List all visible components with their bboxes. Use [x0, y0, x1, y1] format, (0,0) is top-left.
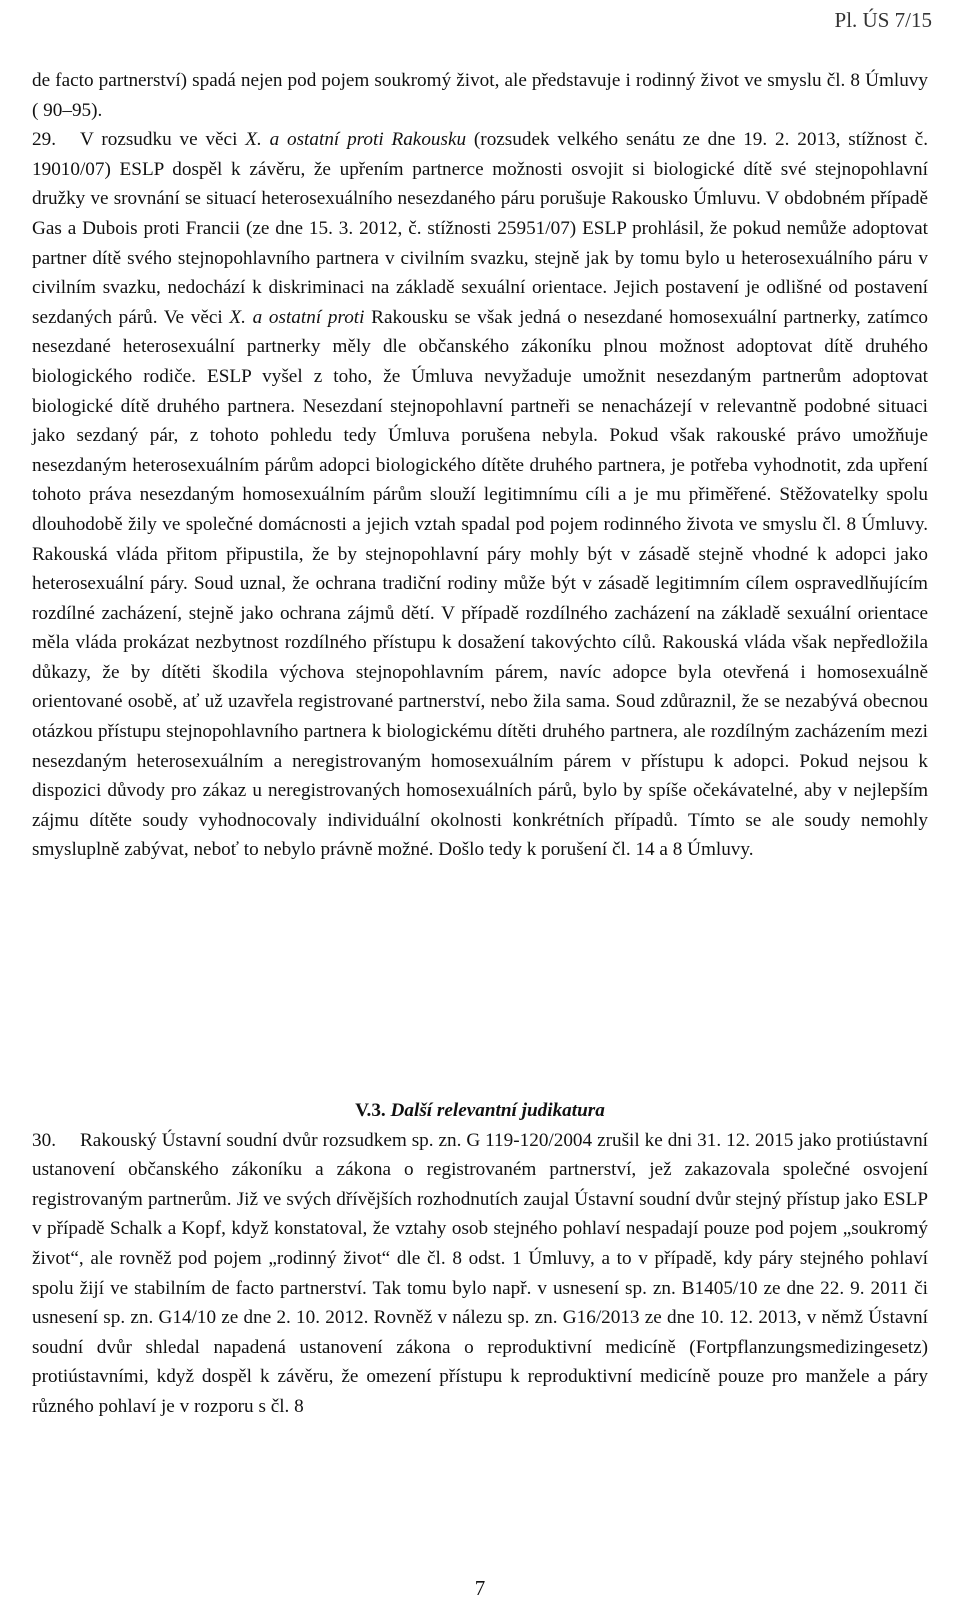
paragraph-29: [32, 125, 928, 865]
case-name: X. a ostatní proti Rakousku: [245, 129, 467, 151]
page-number: 7: [474, 1576, 486, 1600]
paragraph-continuation: de facto partnerství) spadá nejen pod pojem soukromý život, ale představuje i rodinný život ve smyslu čl. 8 Úmluvy ( 90–95).: [32, 70, 928, 121]
paragraph-text: V rozsudku ve věci: [80, 129, 246, 151]
document-reference: Pl. ÚS 7/15: [834, 8, 932, 32]
section-heading: [32, 1096, 928, 1126]
paragraph-number: 30.: [32, 1129, 56, 1151]
paragraph-number: 29.: [32, 129, 56, 151]
document-body: [32, 66, 928, 865]
section-block: [32, 1096, 928, 1422]
section-title: Další relevantní judikatura: [390, 1100, 605, 1121]
paragraph-text: (rozsudek velkého senátu ze dne 19. 2. 2013, stížnost č. 19010/07) ESLP dospěl k závěru, že upřením partnerce možnosti osvojit si biologické dítě své stejnopohlavní družky ve srovnání se situací heterosexuálního nesezdaného páru porušuje Rakousko Úmluvu. V obdobném případě Gas a Dubois proti Francii (ze dne 15. 3. 2012, č. stížnosti 25951/07) ESLP prohlásil, že pokud nemůže adoptovat partner dítě svého stejnopohlavního partnera v civilním svazku, stejně jak by tomu bylo u heterosexuálního páru v civilním svazku, nedochází k diskriminaci na základě sexuální orientace. Jejich postavení je odlišné od postavení sezdaných párů. Ve věci: [32, 129, 928, 328]
paragraph-text: Rakouský Ústavní soudní dvůr rozsudkem sp. zn. G 119-120/2004 zrušil ke dni 31. 12. 2015 jako protiústavní ustanovení občanského zákoníku a zákona o registrovaném partnerství, jež zakazovala společné osvojení registrovaným partnerům. Již ve svých dřívějších rozhodnutích zaujal Ústavní soudní dvůr stejný přístup jako ESLP v případě Schalk a Kopf, když konstatoval, že vztahy osob stejného pohlaví nespadají pouze pod pojem „soukromý život“, ale rovněž pod pojem „rodinný život“ dle čl. 8 odst. 1 Úmluvy, a to v případě, kdy páry stejného pohlaví spolu žijí ve stabilním de facto partnerství. Tak tomu bylo např. v usnesení sp. zn. B1405/10 ze dne 22. 9. 2011 či usnesení sp. zn. G14/10 ze dne 2. 10. 2012. Rovněž v nálezu sp. zn. G16/2013 ze dne 10. 12. 2013, v němž Ústavní soudní dvůr shledal napadená ustanovení zákona o reproduktivní medicíně (Fortpflanzungsmedizingesetz) protiústavními, když dospěl k závěru, že omezení přístupu k reproduktivní medicíně pouze pro manžele a páry různého pohlaví je v rozporu s čl. 8: [32, 1129, 928, 1417]
paragraph-30: [32, 1126, 928, 1422]
case-name: X. a ostatní proti: [229, 306, 365, 328]
paragraph-text: Rakousku se však jedná o nesezdané homosexuální partnerky, zatímco nesezdané heterosexuální partnerky měly dle občanského zákoníku plnou možnost adoptovat dítě druhého biologického rodiče. ESLP vyšel z toho, že Úmluva nevyžaduje umožnit nesezdaným partnerům adoptovat biologické dítě druhého partnera. Nesezdaní stejnopohlavní partneři se nenacházejí v relevantně podobné situaci jako sezdaný pár, z tohoto pohledu tedy Úmluva porušena nebyla. Pokud však rakouské právo umožňuje nesezdaným heterosexuálním párům adopci biologického dítěte druhého partnera, je potřeba vyhodnotit, zda upření tohoto práva nesezdaným homosexuálním párům slouží legitimnímu cíli a je mu přiměřené. Stěžovatelky spolu dlouhodobě žily ve společné domácnosti a jejich vztah spadal pod pojem rodinného života ve smyslu čl. 8 Úmluvy. Rakouská vláda přitom připustila, že by stejnopohlavní páry mohly být v zásadě stejně vhodné k adopci jako heterosexuální páry. Soud uznal, že ochrana tradiční rodiny může být v zásadě legitimním cílem ospravedlňujícím rozdílné zacházení, stejně jako ochrana zájmů dětí. V případě rozdílného zacházení na základě sexuální orientace měla vláda prokázat nezbytnost rozdílného přístupu k dosažení takovýchto cílů. Rakouská vláda však nepředložila důkazy, že by dítěti škodila výchova stejnopohlavním párem, navíc adopce byla otevřená i homosexuálně orientované osobě, ať už uzavřela registrované partnerství, nebo žila sama. Soud zdůraznil, že se nezabývá obecnou otázkou přístupu stejnopohlavního partnera k biologickému dítěti druhého partnera, ale rozdílným zacházením mezi nesezdaným heterosexuálním a neregistrovaným homosexuálním párem v přístupu k adopci. Pokud nejsou k dispozici důvody pro zákaz u neregistrovaných homosexuálních párů, bylo by spíše očekávatelné, aby v nejlepším zájmu dítěte soudy vyhodnocovaly individuální okolnosti konkrétních případů. Tímto se ale soudy nemohly smysluplně zabývat, neboť to nebylo právně možné. Došlo tedy k porušení čl. 14 a 8 Úmluvy.: [32, 306, 928, 861]
section-number: V.3.: [355, 1100, 386, 1121]
